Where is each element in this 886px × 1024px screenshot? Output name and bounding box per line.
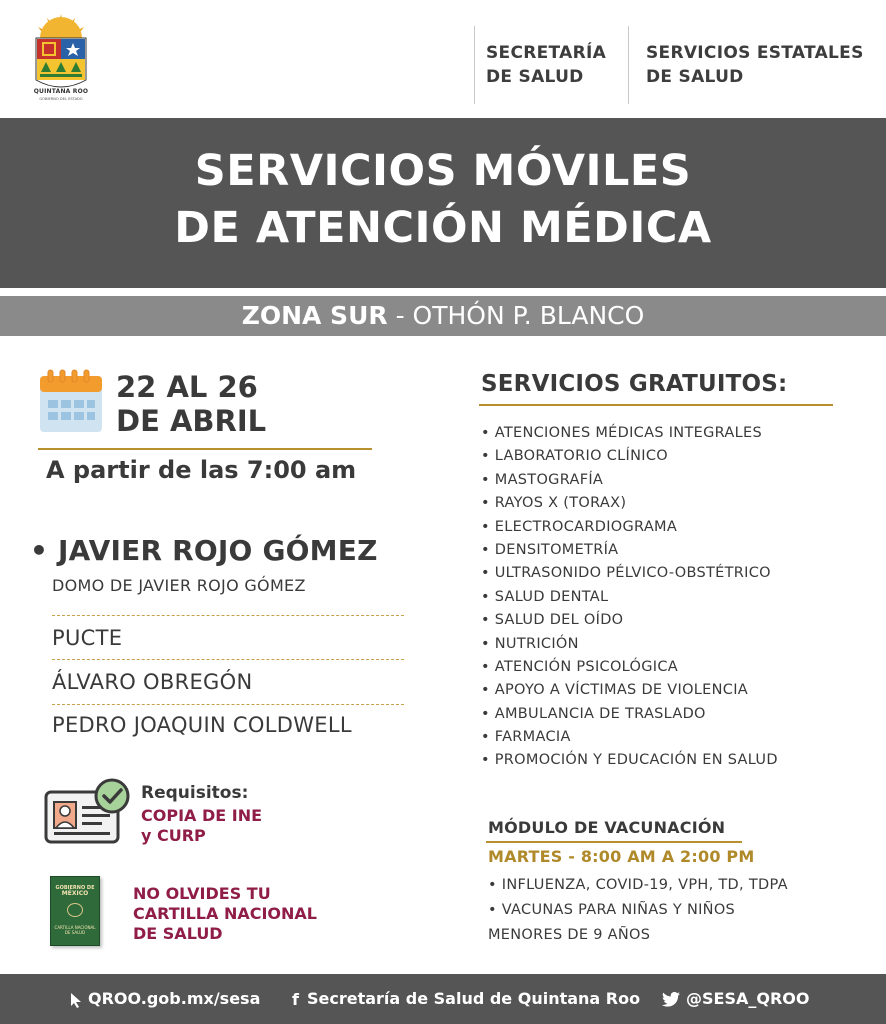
location-item: PEDRO JOAQUIN COLDWELL [52,713,352,737]
title-line-1: SERVICIOS MÓVILES [194,146,692,196]
vaccination-schedule: MARTES - 8:00 AM A 2:00 PM [488,847,755,866]
twitter-icon [662,992,680,1007]
service-item: • PROMOCIÓN Y EDUCACIÓN EN SALUD [481,752,778,769]
divider [52,659,404,660]
service-item: • ELECTROCARDIOGRAMA [481,518,678,535]
service-item: • ATENCIONES MÉDICAS INTEGRALES [481,425,762,441]
location-item: ÁLVARO OBREGÓN [52,670,253,694]
booklet-bottom-line1: CARTILLA NACIONAL [54,925,96,930]
facebook-icon: f [292,989,299,1009]
health-booklet-image [50,876,100,946]
service-item: • RAYOS X (TORAX) [481,495,627,512]
services-underline [479,404,833,406]
event-time: A partir de las 7:00 am [46,456,357,484]
cursor-icon [70,992,82,1008]
service-item: • ATENCIÓN PSICOLÓGICA [481,658,678,675]
org-servicios-line2: DE SALUD [646,67,744,87]
calendar-icon [38,368,104,434]
service-item: • MASTOGRAFÍA [481,471,604,488]
location-item: PUCTE [52,626,123,650]
booklet-seal-icon [67,903,83,917]
org-secretaria-line1: SECRETARÍA [486,43,607,63]
id-card-icon [44,776,132,848]
header-divider [474,26,475,104]
event-date-line2: DE ABRIL [116,404,267,438]
zone-label [0,296,886,336]
location-main-name: JAVIER ROJO GÓMEZ [58,534,378,567]
org-secretaria [486,41,606,89]
zone-name: ZONA SUR [241,301,388,330]
vaccination-item: • INFLUENZA, COVID-19, VPH, TD, TDPA [488,877,788,893]
booklet-top-text [51,885,99,897]
footer-twitter-text: @SESA_QROO [686,989,810,1008]
requirements-list [141,806,262,846]
service-item: • NUTRICIÓN [481,635,579,652]
vaccination-item: • VACUNAS PARA NIÑAS Y NIÑOS [488,902,736,918]
header-divider [628,26,629,104]
service-item: • SALUD DEL OÍDO [481,612,624,629]
org-servicios-line1: SERVICIOS ESTATALES [646,43,864,63]
service-item: • AMBULANCIA DE TRASLADO [481,705,706,722]
services-list [481,422,778,773]
title-line-2: DE ATENCIÓN MÉDICA [174,203,712,253]
service-item: • FARMACIA [481,729,571,746]
service-item: • ULTRASONIDO PÉLVICO-OBSTÉTRICO [481,565,771,582]
service-item: • LABORATORIO CLÍNICO [481,448,668,465]
location-main-venue: DOMO DE JAVIER ROJO GÓMEZ [52,576,306,595]
date-underline [38,448,372,450]
booklet-top-line2: MÉXICO [61,890,89,897]
zone-municipality: - OTHÓN P. BLANCO [387,301,645,330]
services-title: SERVICIOS GRATUITOS: [481,371,788,397]
booklet-bottom-line2: DE SALUD [64,930,86,935]
requirements-title: Requisitos: [141,783,249,803]
footer-website-text: QROO.gob.mx/sesa [88,989,261,1008]
event-dates [116,370,266,438]
vaccination-item-continued: MENORES DE 9 AÑOS [488,927,651,943]
vaccination-title: MÓDULO DE VACUNACIÓN [488,818,726,837]
service-item: • DENSITOMETRÍA [481,541,619,558]
footer-facebook-link[interactable] [292,974,640,1024]
reminder-line1: NO OLVIDES TU [133,884,271,903]
footer [0,974,886,1024]
footer-website-link[interactable] [70,974,260,1024]
service-item: • APOYO A VÍCTIMAS DE VIOLENCIA [481,682,749,699]
footer-twitter-link[interactable] [662,974,809,1024]
reminder-line2: CARTILLA NACIONAL [133,904,317,923]
zone-band [0,296,886,336]
service-item: • SALUD DENTAL [481,588,609,605]
divider [52,704,404,705]
requirement-curp: y CURP [141,826,206,845]
logo-title: QUINTANA ROO [33,88,89,95]
divider [52,615,404,616]
org-servicios [646,41,864,89]
logo-subtitle: GOBIERNO DEL ESTADO [39,97,83,101]
footer-facebook-text: Secretaría de Salud de Quintana Roo [306,989,641,1008]
booklet-top-line1: GOBIERNO DE [55,885,95,891]
event-date-line1: 22 AL 26 [116,370,258,404]
bullet: • [30,534,59,567]
vaccination-underline [486,841,742,843]
org-secretaria-line2: DE SALUD [486,67,584,87]
reminder-text [133,884,317,944]
reminder-line3: DE SALUD [133,924,223,943]
requirement-ine: COPIA DE INE [141,806,263,825]
location-main [30,534,378,567]
booklet-bottom-text [51,925,99,935]
